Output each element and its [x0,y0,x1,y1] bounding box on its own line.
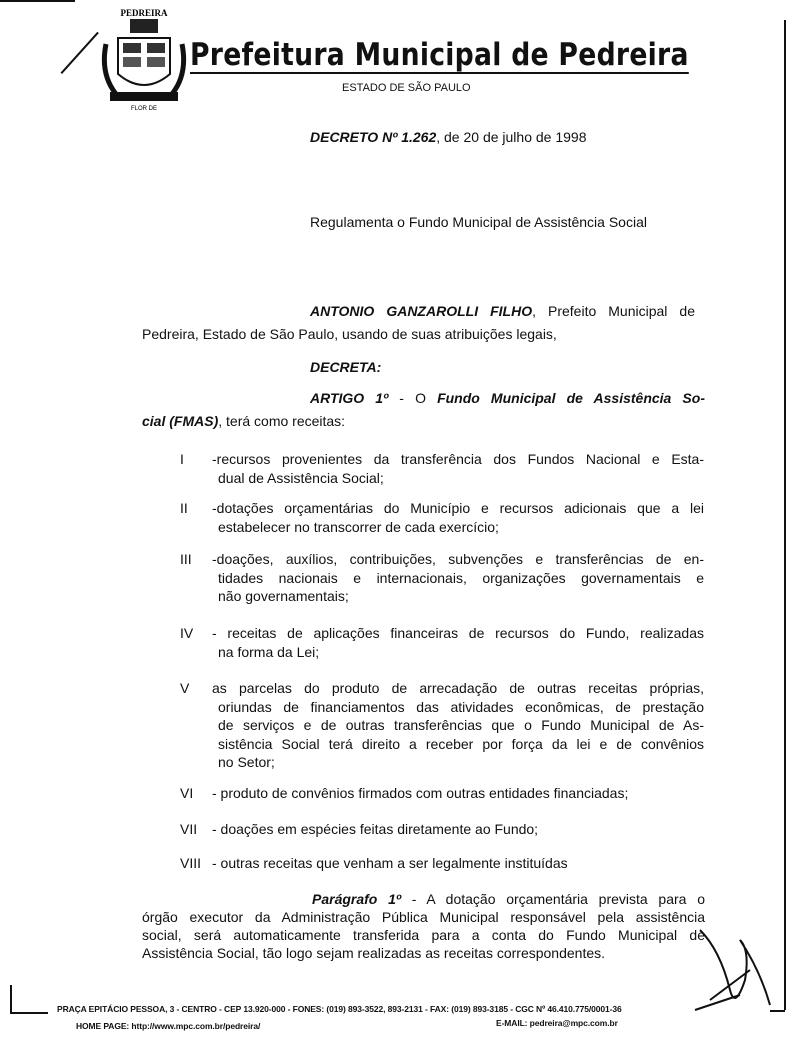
page-title: Prefeitura Municipal de Pedreira [190,37,689,73]
list-item [212,499,704,536]
list-item-line: -doações, auxílios, contribuições, subvenções e transferências de en- [212,551,704,567]
list-item [212,820,704,839]
frame-bottom-left-line [10,1012,48,1014]
list-item-line: na forma da Lei; [218,643,320,660]
decreta-heading: DECRETA: [310,359,382,375]
item-numeral: I [180,451,184,467]
list-item-line: oriundas de financiamentos das atividades econômicas, de prestação [218,698,704,715]
list-item-line: - produto de convênios firmados com outras entidades financiadas; [212,785,629,801]
list-item-line: - receitas de aplicações financeiras de recursos do Fundo, realizadas [212,625,704,641]
list-item-line: as parcelas do produto de arrecadação de outras receitas próprias, [212,680,704,696]
paragraph-line1-text: - A dotação orçamentária prevista para o [401,891,705,907]
decree-date: , de 20 de julho de 1998 [436,129,587,145]
list-item-line: tidades nacionais e internacionais, organizações governamentais e [218,569,704,586]
state-subtitle: ESTADO DE SÃO PAULO [342,82,471,94]
list-item [212,679,704,772]
article-fund-acronym: cial (FMAS) [142,412,219,429]
item-numeral: VIII [180,855,202,871]
frame-left-line [10,985,12,1013]
article-line2-text: , terá como receitas: [218,412,346,429]
list-item [212,624,704,661]
list-item [212,854,704,873]
decree-summary: Regulamenta o Fundo Municipal de Assistência Social [310,214,647,230]
item-numeral: VII [180,821,198,837]
footer-email[interactable]: E-MAIL: pedreira@mpc.com.br [496,1018,618,1028]
paragraph-line: Assistência Social, tão logo sejam realizadas as receitas correspondentes. [142,945,606,961]
paragraph-line: órgão executor da Administração Pública Municipal responsável pela assistência [142,909,705,925]
frame-top-line [0,0,75,2]
list-item-line: de serviços e de outras transferências que o Fundo Municipal de As- [218,717,704,733]
svg-text:PEDREIRA: PEDREIRA [120,8,168,18]
list-item-line: sistência Social terá direito a receber por força da lei e de convênios [218,735,704,752]
article-dash: - O [388,390,438,406]
item-numeral: IV [180,625,194,641]
article-1 [142,389,705,430]
list-item-line: -recursos provenientes da transferência dos Fundos Nacional e Esta- [212,451,704,467]
footer-homepage[interactable]: HOME PAGE: http://www.mpc.com.br/pedreira/ [76,1021,261,1031]
paragraph-1 [142,890,705,962]
pen-mark [61,32,99,74]
item-numeral: V [180,680,190,696]
item-numeral: III [180,551,192,567]
decree-heading [310,128,586,146]
signature [690,910,780,1020]
list-item [212,784,704,803]
paragraph-line: social, será automaticamente transferida para a conta do Fundo Municipal de [142,927,705,943]
preamble-text: , Prefeito Municipal de [532,303,695,319]
list-item-line: não governamentais; [218,588,349,604]
paragraph-label: Parágrafo 1º [312,891,401,907]
list-item [212,550,704,606]
decree-number: DECRETO Nº 1.262 [310,129,437,145]
list-item-line: estabelecer no transcorrer de cada exercício; [218,518,499,535]
item-numeral: VI [180,785,194,801]
frame-right-line [784,20,786,1010]
list-item-line: dual de Assistência Social; [218,469,384,486]
article-label: ARTIGO 1º [310,390,389,406]
preamble-line2: Pedreira, Estado de São Paulo, usando de suas atribuições legais, [142,325,557,342]
preamble [142,302,695,343]
list-item-line: -dotações orçamentárias do Município e recursos adicionais que a lei [212,500,704,516]
svg-text:FLOR DE: FLOR DE [130,106,158,112]
article-fund-name: Fundo Municipal de Assistência So- [437,390,705,406]
list-item-line: no Setor; [218,754,275,770]
mayor-name: ANTONIO GANZAROLLI FILHO [310,303,533,319]
list-item-line: - doações em espécies feitas diretamente ao Fundo; [212,821,539,837]
footer-address: PRAÇA EPITÁCIO PESSOA, 3 - CENTRO - CEP 13.920-000 - FONES: (019) 893-3522, 893-2131 - FAX: (019) 893-3185 - CGC Nº 46.410.775/0001-36 [57,1004,622,1014]
list-item-line: - outras receitas que venham a ser legalmente instituídas [212,855,568,871]
list-item [212,450,704,487]
item-numeral: II [180,500,188,516]
municipal-crest-logo [96,4,192,120]
